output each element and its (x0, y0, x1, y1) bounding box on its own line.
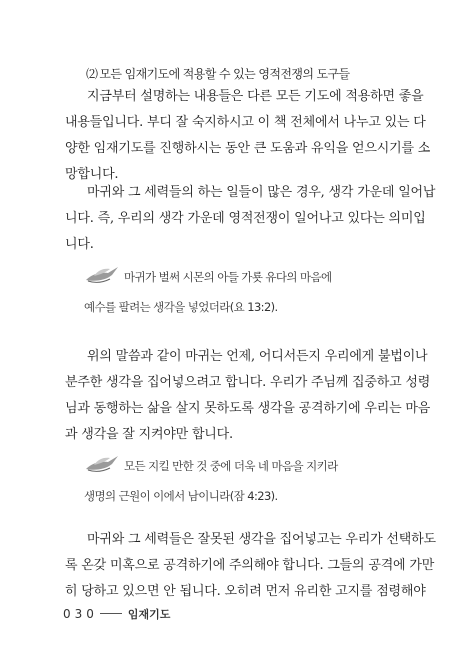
scripture-quote-1 (84, 268, 424, 316)
section-heading-text: 모든 임재기도에 적용할 수 있는 영적전쟁의 도구들 (99, 67, 350, 81)
paragraph-line: 니다. 즉, 우리의 생각 가운데 영적전쟁이 일어나고 있다는 의미입 (65, 211, 426, 226)
paragraph-line: 마귀와 그 세력들의 하는 일들이 많은 경우, 생각 가운데 일어납 (87, 185, 436, 200)
paragraph-1 (65, 84, 431, 188)
paragraph-line: 과 생각을 잘 지켜야만 합니다. (65, 427, 233, 442)
paragraph-line: 분주한 생각을 집어넣으려고 합니다. 우리가 주님께 집중하고 성령 (65, 375, 431, 390)
paragraph-line: 위의 말씀과 같이 마귀는 언제, 어디서든지 우리에게 불법이나 (87, 349, 428, 364)
quote-line: 모든 지킬 만한 것 중에 더욱 네 마음을 지키라 (124, 459, 338, 473)
bird-icon (84, 264, 120, 286)
paragraph-3 (65, 344, 431, 448)
paragraph-line: 히 당하고 있으면 안 됩니다. 오히려 먼저 유리한 고지를 점령해야 (65, 584, 426, 599)
paragraph-line: 양한 임재기도를 진행하시는 동안 큰 도움과 유익을 얻으시기를 소 (65, 141, 431, 156)
book-title: 임재기도 (127, 608, 171, 621)
page-footer (63, 606, 170, 622)
section-heading (86, 65, 416, 82)
paragraph-line: 지금부터 설명하는 내용들은 다른 모든 기도에 적용하면 좋을 (87, 89, 424, 104)
page-number: 030 (63, 607, 98, 621)
paragraph-line: 님과 동행하는 삶을 살지 못하도록 생각을 공격하기에 우리는 마음 (65, 401, 431, 416)
quote-line: 생명의 근원이 이에서 남이니라(잠 4:23). (84, 489, 278, 503)
scripture-quote-2 (84, 457, 424, 505)
paragraph-line: 망합니다. (65, 167, 119, 182)
paragraph-2 (65, 180, 436, 258)
paragraph-line: 록 온갖 미혹으로 공격하기에 주의해야 합니다. 그들의 공격에 가만 (65, 558, 435, 573)
paragraph-line: 마귀와 그 세력들은 잘못된 생각을 집어넣고는 우리가 선택하도 (87, 532, 436, 547)
quote-line: 예수를 팔려는 생각을 넣었더라(요 13:2). (84, 300, 278, 314)
quote-line: 마귀가 벌써 시몬의 아들 가룟 유다의 마음에 (124, 270, 332, 284)
paragraph-4 (65, 527, 436, 605)
paragraph-line: 내용들입니다. 부디 잘 숙지하시고 이 책 전체에서 나누고 있는 다 (65, 115, 426, 130)
footer-divider (100, 613, 122, 614)
bird-icon (84, 453, 120, 475)
paragraph-line: 니다. (65, 237, 94, 252)
section-number: ⑵ (86, 67, 98, 81)
